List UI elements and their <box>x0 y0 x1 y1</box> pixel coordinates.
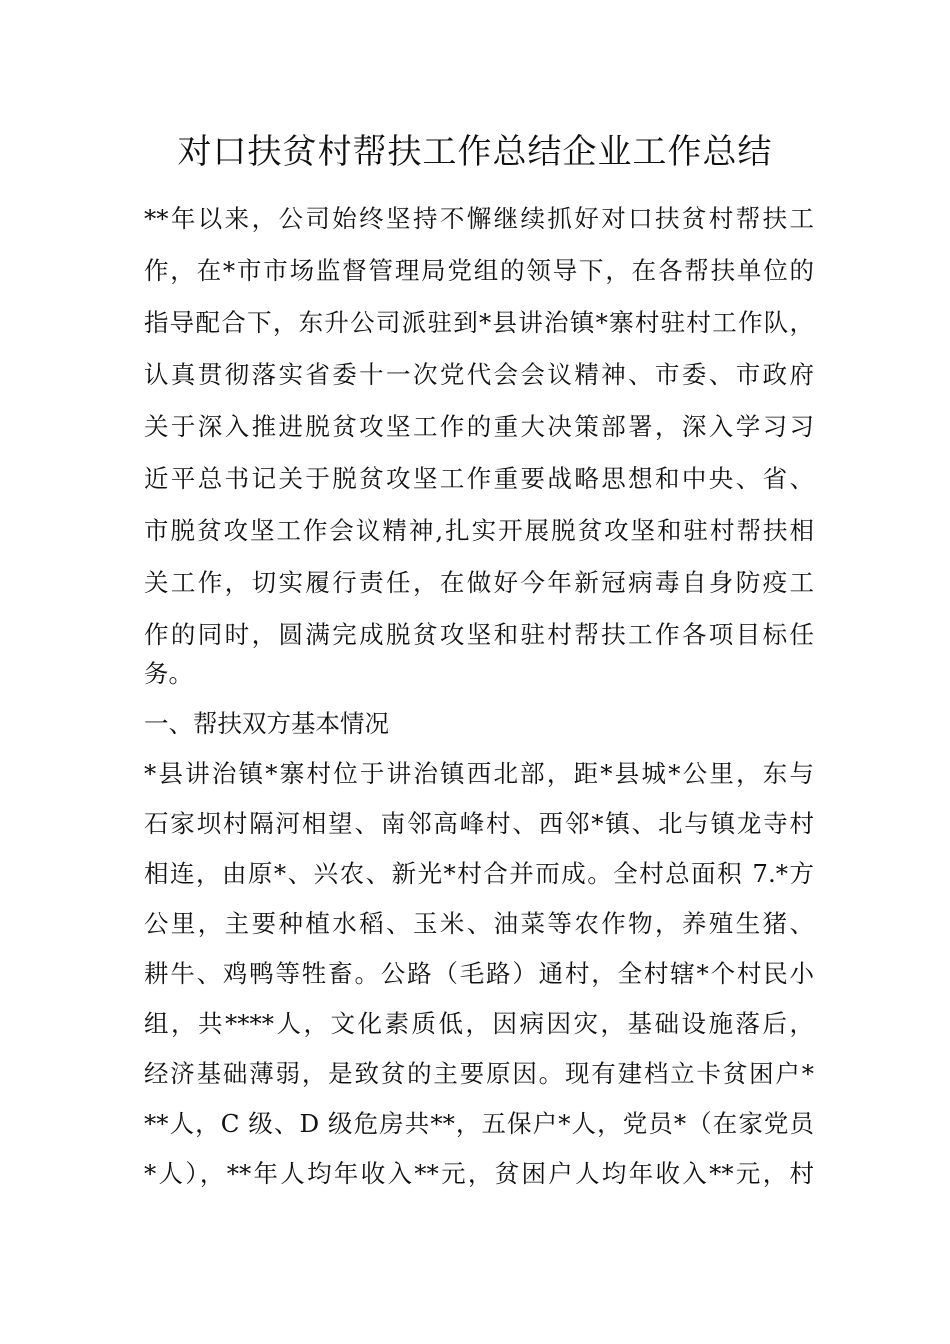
paragraph-line: 公里，主要种植水稻、玉米、油菜等农作物，养殖生猪、 <box>144 909 814 938</box>
paragraph-line: 作的同时，圆满完成脱贫攻坚和驻村帮扶工作各项目标任 <box>144 620 814 649</box>
paragraph-line: 石家坝村隔河相望、南邻高峰村、西邻*镇、北与镇龙寺村 <box>144 809 814 838</box>
paragraph-line: 组，共****人，文化素质低，因病因灾，基础设施落后， <box>144 1009 814 1038</box>
paragraph-line: 作，在*市市场监督管理局党组的领导下，在各帮扶单位的 <box>144 256 814 285</box>
paragraph-line: 认真贯彻落实省委十一次党代会会议精神、市委、市政府 <box>144 360 814 389</box>
section-heading: 一、帮扶双方基本情况 <box>144 709 389 738</box>
paragraph-line: **年以来，公司始终坚持不懈继续抓好对口扶贫村帮扶工 <box>144 204 814 233</box>
paragraph-line: 经济基础薄弱，是致贫的主要原因。现有建档立卡贫困户* <box>144 1059 814 1088</box>
paragraph-line: 指导配合下，东升公司派驻到*县讲治镇*寨村驻村工作队， <box>144 308 814 337</box>
paragraph-line: *县讲治镇*寨村位于讲治镇西北部，距*县城*公里，东与 <box>144 759 814 788</box>
paragraph-line: 关于深入推进脱贫攻坚工作的重大决策部署，深入学习习 <box>144 412 814 441</box>
paragraph-line: *人），**年人均年收入**元，贫困户人均年收入**元，村 <box>144 1159 814 1188</box>
paragraph-line: 耕牛、鸡鸭等牲畜。公路（毛路）通村，全村辖*个村民小 <box>144 959 814 988</box>
paragraph-line: 市脱贫攻坚工作会议精神,扎实开展脱贫攻坚和驻村帮扶相 <box>144 516 814 545</box>
paragraph-line: 相连，由原*、兴农、新光*村合并而成。全村总面积 7.*方 <box>144 859 814 888</box>
paragraph-line: 关工作，切实履行责任，在做好今年新冠病毒自身防疫工 <box>144 568 814 597</box>
document-title: 对口扶贫村帮扶工作总结企业工作总结 <box>177 132 773 172</box>
paragraph-line: 近平总书记关于脱贫攻坚工作重要战略思想和中央、省、 <box>144 464 814 493</box>
paragraph-line: **人，C 级、D 级危房共**，五保户*人，党员*（在家党员 <box>144 1109 814 1138</box>
paragraph-line: 务。 <box>144 659 193 688</box>
